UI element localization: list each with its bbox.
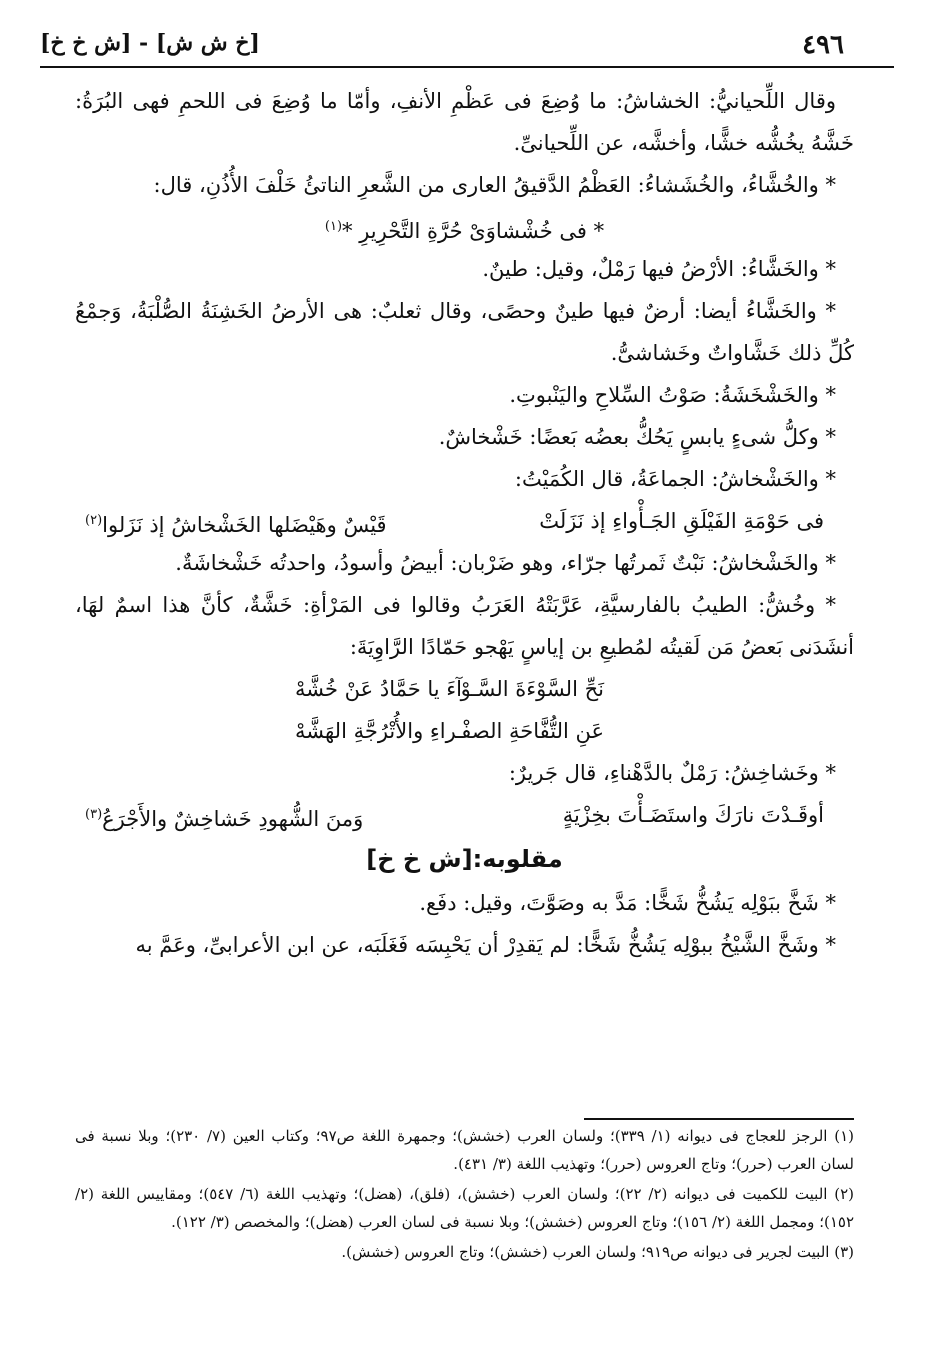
verse-first-hemistich: أوقَـدْتَ نارَكَ واستَضَـأْتَ بخِزْيَةٍ xyxy=(562,803,824,827)
verse-text: قَيْسٌ وهَيْضَلها الخَشْخاشُ إذ نَزَلوا xyxy=(102,513,387,537)
verse-first-hemistich: فى حَوْمَةِ الفَيْلَقِ الجَـأْواءِ إذ نَزَلَتْ xyxy=(539,509,824,533)
paragraph: * والخُشَّاءُ، والخُشَشاءُ: العَظْمُ الدَّقيقُ العارى من الشَّعرِ الناتئُ خَلْفَ الأُذُنِ، قال: xyxy=(153,173,836,197)
section-heading: مقلوبه:[ش خ خ] xyxy=(366,845,563,873)
footnote-rule xyxy=(584,1118,854,1120)
verse xyxy=(75,668,854,710)
footnote-marker: (٢) xyxy=(85,513,103,528)
paragraph: * شَخَّ ببَوْلِه يَشُخُّ شَخًّا: مَدَّ به وصَوَّتَ، وقيل: دفَع. xyxy=(419,891,836,915)
paragraph: * وخُشُّ: الطيبُ بالفارسيَّةِ، عَرَّبَتْهُ العَرَبُ وقالوا فى المَرْأةِ: خَشَّةٌ، كأنَّ هذا اسمٌ لهَا، أنشَدَنى بَعضُ مَن لَقيتُه لمُطيعِ بن إياسٍ يَهْجو حَمّادًا الرَّاوِيَةَ: xyxy=(75,593,854,659)
verse xyxy=(75,710,854,752)
verse-second-hemistich xyxy=(85,794,363,840)
verse-text: وَمنَ الشُّهودِ خَشاخِشٌ والأَجْرَعُ xyxy=(102,807,364,831)
footnote-marker: (١) xyxy=(324,219,343,234)
footnote: (٣) البيت لجرير فى ديوانه ص٩١٩؛ ولسان العرب (خشش)؛ وتاج العروس (خشش). xyxy=(341,1243,854,1261)
verse-second-hemistich xyxy=(85,500,387,546)
paragraph: * والخَشْخاشُ: نَبْتٌ ثَمرتُها جرّاء، وهو ضَرْبان: أبيضُ وأسودُ، واحدتُه خَشْخاشَةٌ. xyxy=(175,551,836,575)
footnote: (٢) البيت للكميت فى ديوانه (٢/ ٢٢)؛ ولسان العرب (خشش)، (فلق)، (هضل)؛ وتهذيب اللغة (٦/ ٥٤٧)؛ ومقاييس اللغة (٢/ ١٥٢)؛ ومجمل اللغة (٢/ ١٥٦)؛ وتاج العروس (خشش)؛ وبلا نسبة فى لسان العرب (هضل)؛ والمخصص (٣/ ١٢٢). xyxy=(75,1185,854,1231)
paragraph: * وكلُّ شىءٍ يابسٍ يَحُكُّ بعضُه بَعضًا: خَشْخاشٌ. xyxy=(438,425,836,449)
verse-text: * فى خُشْشاوَىْ حُرَّةِ التَّحْرِيرِ * xyxy=(342,219,605,243)
page-number: ٤٩٦ xyxy=(802,30,844,60)
paragraph: * والخَشَّاءُ: الأرْضُ فيها رَمْلٌ، وقيل: طينٌ. xyxy=(482,257,836,281)
running-head: [خ ش ش] - [ش خ خ] xyxy=(40,30,260,56)
page-header xyxy=(40,30,844,66)
paragraph: وقال اللِّحيانيُّ: الخشاشُ: ما وُضِعَ فى عَظْمِ الأنفِ، وأمّا ما وُضِعَ فى اللحمِ فهى البُرَةُ: خَشَّهُ يخُشُّه خشًّا، وأخشَّه، عن اللِّحيانىِّ. xyxy=(75,89,854,155)
paragraph: * وخَشاخِشُ: رَمْلٌ بالدَّهْناءِ، قال جَريرٌ: xyxy=(508,761,836,785)
verse xyxy=(75,794,854,836)
paragraph: * والخَشْخاشُ: الجماعَةُ، قال الكُمَيْتُ: xyxy=(514,467,836,491)
verse-second-hemistich: ـراءِ والأُتْرُجَّةِ الهَشَّهْ xyxy=(295,719,464,743)
paragraph: * والخَشَّاءُ أيضا: أرضٌ فيها طينٌ وحصًى، وقال ثعلبٌ: هى الأرضُ الخَشِنَةُ الصُّلْبَةُ، وَجمْعُ كُلِّ ذلك خَشَّاواتٌ وخَشاشىُّ. xyxy=(75,299,854,365)
verse xyxy=(75,206,854,248)
verse-first-hemistich: نَحِّ السَّوْءَةَ السَّـوْ xyxy=(460,677,604,701)
page-body xyxy=(75,80,854,966)
header-rule xyxy=(40,66,894,68)
paragraph: * والخَشْخَشَةُ: صَوْتُ السِّلاحِ واليَنْبوتِ. xyxy=(509,383,836,407)
footnote: (١) الرجز للعجاج فى ديوانه (١/ ٣٣٩)؛ ولسان العرب (خشش)؛ وجمهرة اللغة ص٩٧؛ وكتاب العين (٧/ ٢٣٠)؛ وبلا نسبة فى لسان العرب (حرر)؛ وتاج العروس (حرر)؛ وتهذيب اللغة (٣/ ٤٣١). xyxy=(75,1127,854,1173)
verse xyxy=(75,500,854,542)
verse-first-hemistich: عَنِ التُّفَّاحَةِ الصفْـ xyxy=(455,719,604,743)
footnotes xyxy=(75,1122,854,1268)
paragraph: * وشَخَّ الشَّيْخُ ببوْلِه يَشُخُّ شَخًّا: لم يَقدِرْ أن يَحْبِسَه فَغَلَبَه، عن ابن الأعرابىِّ، وعَمَّ به xyxy=(135,933,836,957)
footnote-marker: (٣) xyxy=(85,807,103,822)
verse-second-hemistich: آءَ يا حَمَّادُ عَنْ خُشَّهْ xyxy=(295,677,463,701)
